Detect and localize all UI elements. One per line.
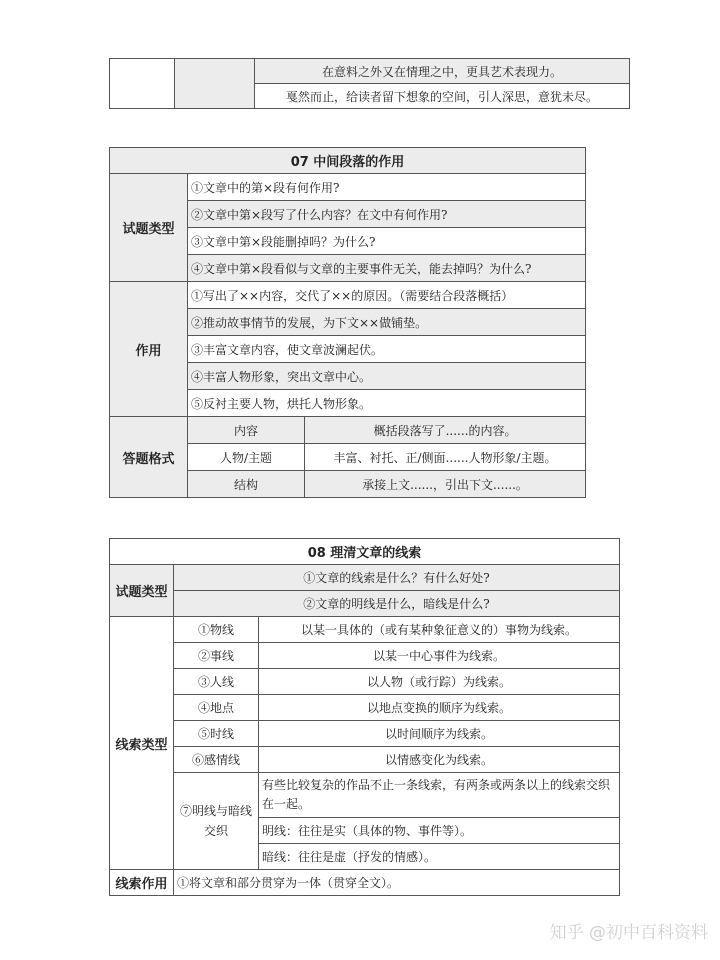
row-header-question-type: 试题类型 bbox=[110, 174, 188, 282]
format-value: 概括段落写了......的内容。 bbox=[305, 417, 586, 444]
format-value: 承接上文......，引出下文......。 bbox=[305, 471, 586, 498]
clue-value: 以情感变化为线索。 bbox=[259, 747, 620, 773]
list-item: ④文章中第×段看似与文章的主要事件无关，能去掉吗？为什么? bbox=[188, 255, 586, 282]
list-item: ①文章的线索是什么？有什么好处? bbox=[174, 565, 620, 591]
list-item: ④丰富人物形象，突出文章中心。 bbox=[188, 363, 586, 390]
format-key: 内容 bbox=[188, 417, 305, 444]
clue-table bbox=[109, 538, 620, 896]
row-header-effect: 作用 bbox=[110, 282, 188, 417]
row-header-clue-use: 线索作用 bbox=[110, 870, 174, 896]
section-title: 07 中间段落的作用 bbox=[110, 148, 586, 174]
table-row: 戛然而止，给读者留下想象的空间，引人深思，意犹未尽。 bbox=[255, 84, 630, 109]
clue-key: ②事线 bbox=[174, 643, 259, 669]
list-item: ②文章的明线是什么，暗线是什么? bbox=[174, 591, 620, 617]
empty-cell bbox=[110, 59, 175, 109]
table-row: 在意料之外又在情理之中，更具艺术表现力。 bbox=[255, 59, 630, 84]
clue-value: 有些比较复杂的作品不止一条线索，有两条或两条以上的线索交织在一起。 bbox=[259, 773, 620, 818]
clue-value: 以时间顺序为线索。 bbox=[259, 721, 620, 747]
clue-value: 明线：往往是实（具体的物、事件等）。 bbox=[259, 818, 620, 844]
row-header-question-type: 试题类型 bbox=[110, 565, 174, 617]
clue-key: ⑤时线 bbox=[174, 721, 259, 747]
clue-key: ④地点 bbox=[174, 695, 259, 721]
clue-value: 暗线：往往是虚（抒发的情感）。 bbox=[259, 844, 620, 870]
list-item: ⑤反衬主要人物，烘托人物形象。 bbox=[188, 390, 586, 417]
list-item: ③丰富文章内容，使文章波澜起伏。 bbox=[188, 336, 586, 363]
list-item: ②推动故事情节的发展，为下文××做铺垫。 bbox=[188, 309, 586, 336]
list-item: ③文章中第×段能删掉吗？为什么? bbox=[188, 228, 586, 255]
section-title: 08 理清文章的线索 bbox=[110, 539, 620, 565]
middle-paragraph-table bbox=[109, 147, 586, 498]
format-value: 丰富、衬托、正/侧面......人物形象/主题。 bbox=[305, 444, 586, 471]
clue-value: 以地点变换的顺序为线索。 bbox=[259, 695, 620, 721]
clue-key: ①物线 bbox=[174, 617, 259, 643]
row-header-clue-type: 线索类型 bbox=[110, 617, 174, 870]
clue-value: 以某一中心事件为线索。 bbox=[259, 643, 620, 669]
list-item: ①写出了××内容，交代了××的原因。（需要结合段落概括） bbox=[188, 282, 586, 309]
continuation-table bbox=[109, 58, 630, 109]
list-item: ②文章中第×段写了什么内容？在文中有何作用? bbox=[188, 201, 586, 228]
empty-cell bbox=[175, 59, 255, 109]
format-key: 人物/主题 bbox=[188, 444, 305, 471]
format-key: 结构 bbox=[188, 471, 305, 498]
watermark: 知乎 @初中百科资料 bbox=[549, 923, 708, 943]
clue-value: 以人物（或行踪）为线索。 bbox=[259, 669, 620, 695]
clue-key: ⑥感情线 bbox=[174, 747, 259, 773]
clue-key: ③人线 bbox=[174, 669, 259, 695]
clue-value: 以某一具体的（或有某种象征意义的）事物为线索。 bbox=[259, 617, 620, 643]
list-item: ①将文章和部分贯穿为一体（贯穿全文）。 bbox=[174, 870, 620, 896]
clue-key: ⑦明线与暗线交织 bbox=[174, 773, 259, 870]
row-header-answer-format: 答题格式 bbox=[110, 417, 188, 498]
list-item: ①文章中的第×段有何作用? bbox=[188, 174, 586, 201]
